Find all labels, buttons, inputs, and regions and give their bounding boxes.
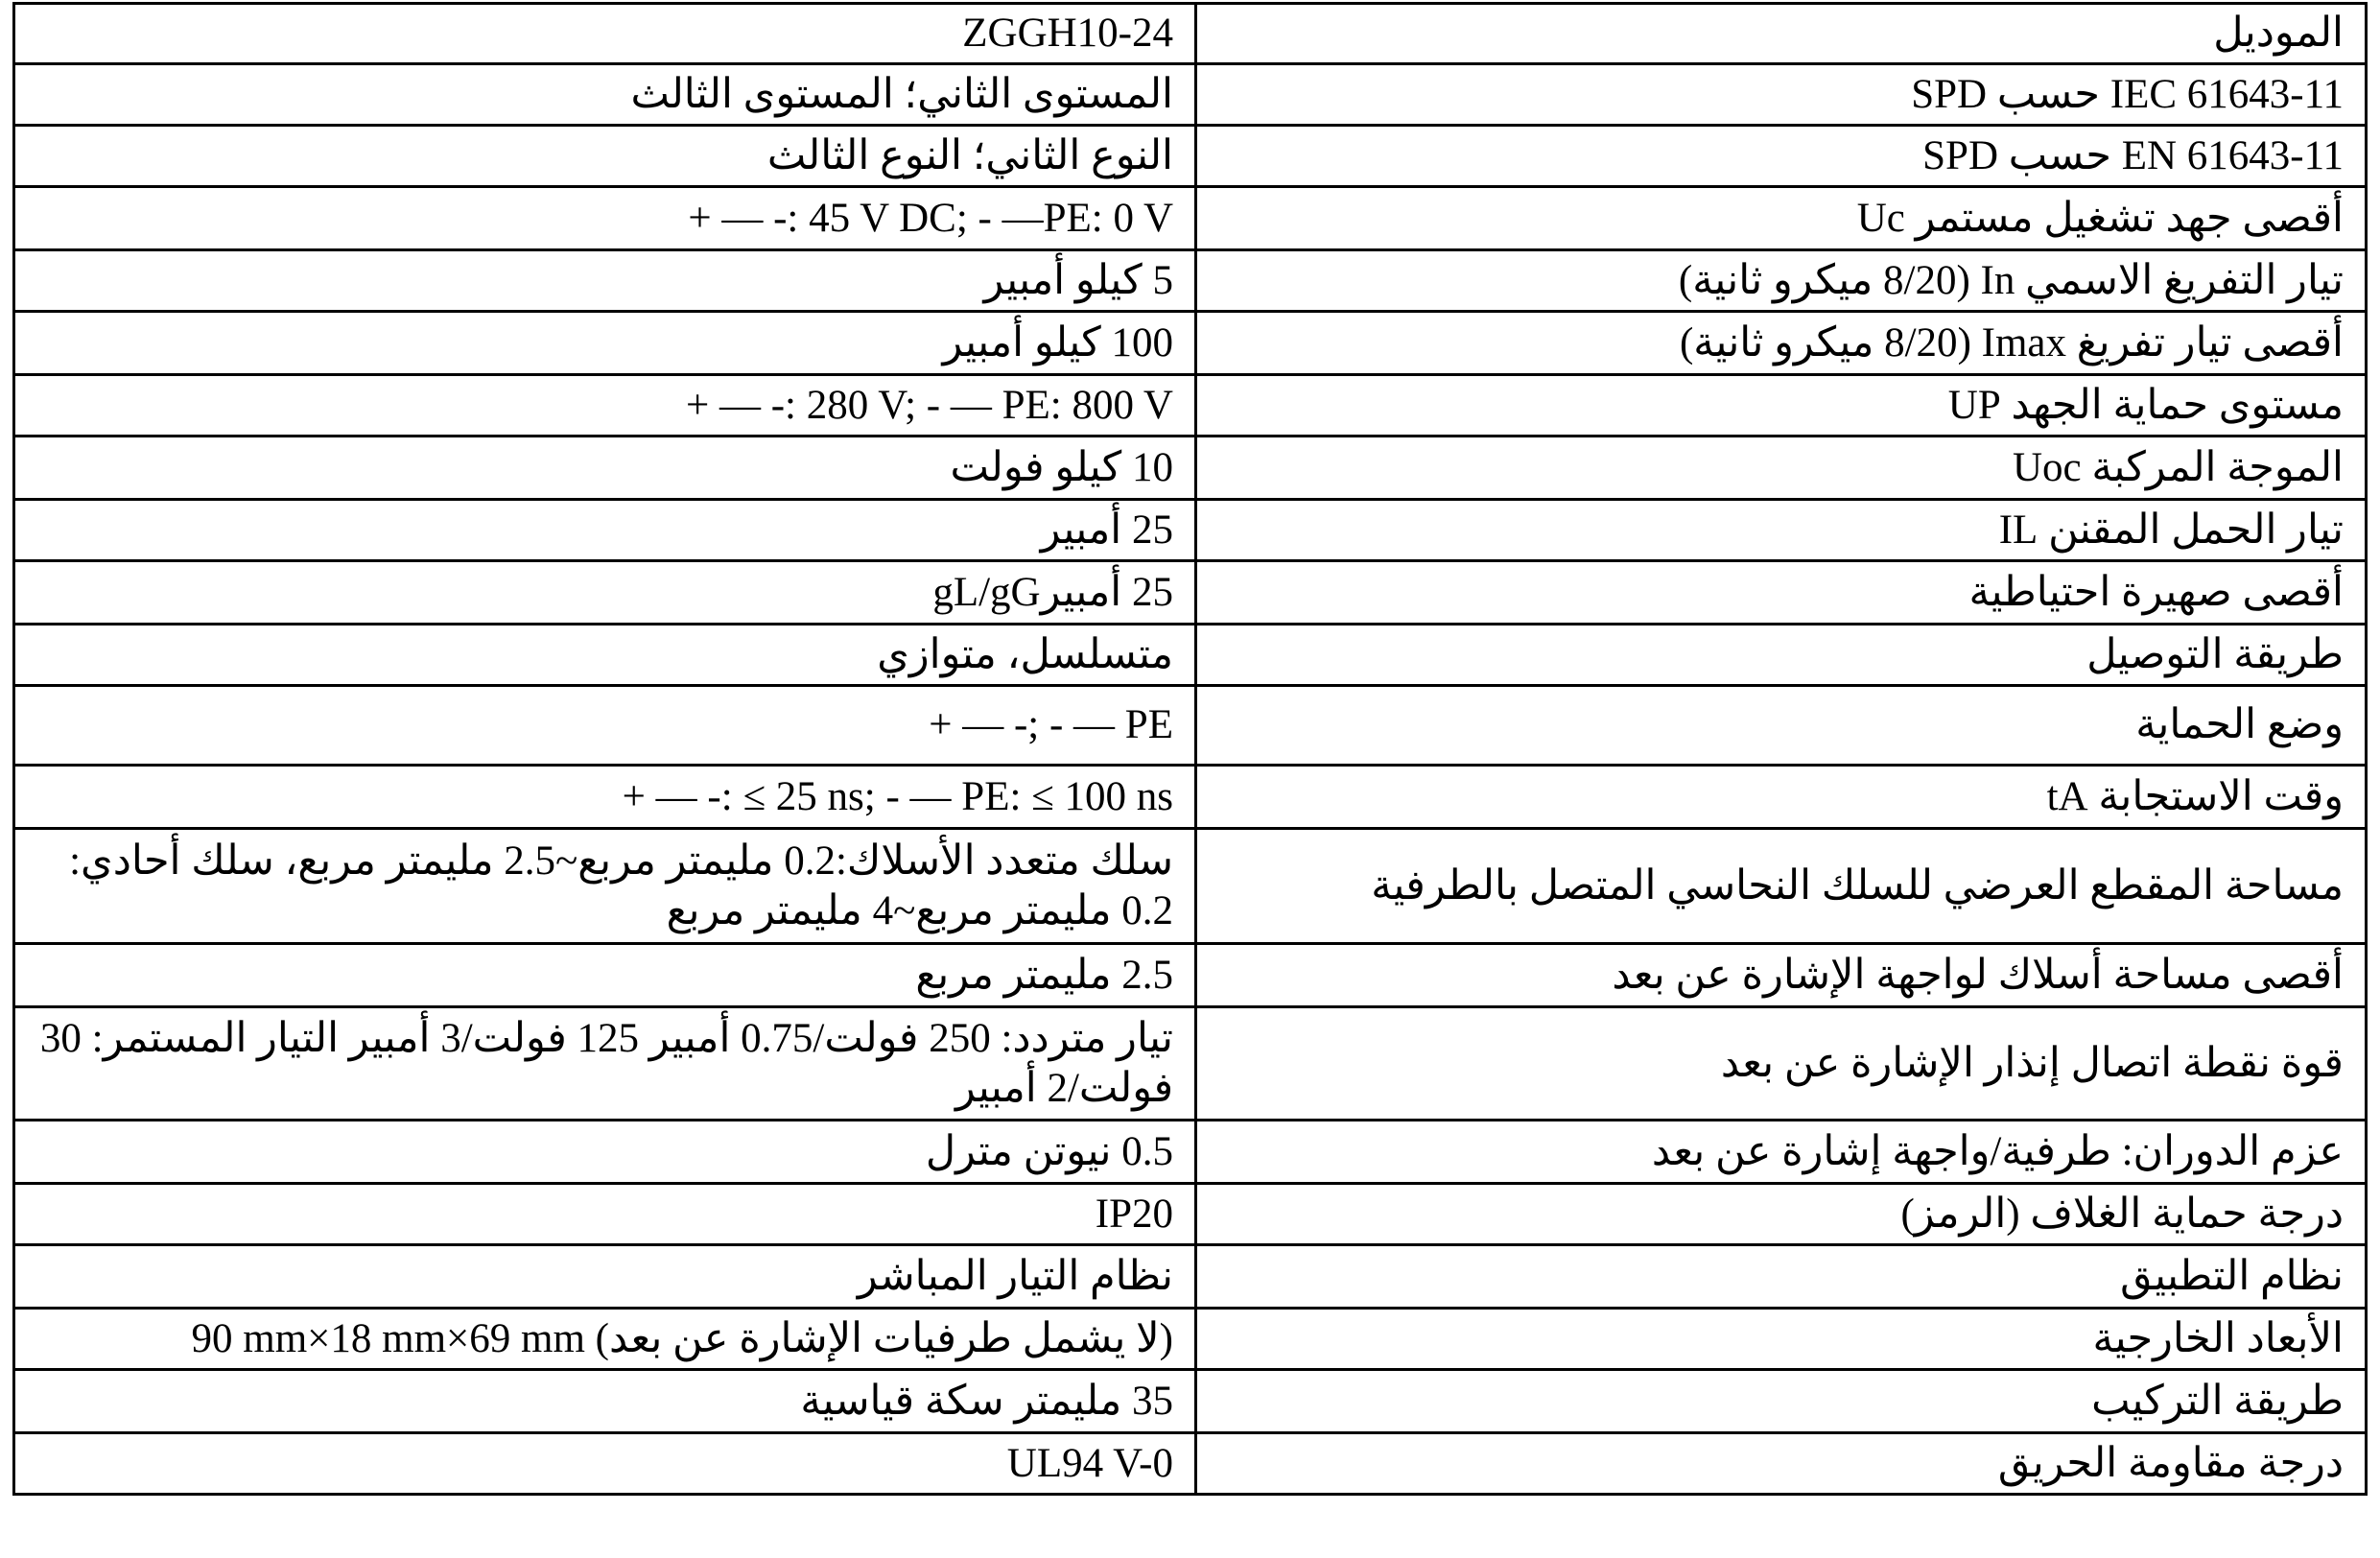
table-row [14, 1121, 2367, 1184]
spec-value-model: ZGGH10-24 [14, 4, 1196, 64]
spec-label-uc: أقصى جهد تشغيل مستمر Uc [1196, 187, 2367, 250]
spec-value-flammability: UL94 V-0 [14, 1433, 1196, 1495]
spec-label-wire-cross-section: مساحة المقطع العرضي للسلك النحاسي المتصل بالطرفية [1196, 829, 2367, 944]
spec-label-backup-fuse: أقصى صهيرة احتياطية [1196, 561, 2367, 625]
spec-label-protection-mode: وضع الحماية [1196, 686, 2367, 766]
spec-label-mounting: طريقة التركيب [1196, 1370, 2367, 1433]
spec-value-remote-wire-area: 2.5 مليمتر مربع [14, 944, 1196, 1007]
table-row [14, 829, 2367, 944]
spec-label-remote-contact: قوة نقطة اتصال إنذار الإشارة عن بعد [1196, 1007, 2367, 1121]
spec-value-torque: 0.5 نيوتن مترل [14, 1121, 1196, 1184]
table-row [14, 1245, 2367, 1309]
spec-label-flammability: درجة مقاومة الحريق [1196, 1433, 2367, 1495]
spec-value-backup-fuse: 25 أمبيرgL/gG [14, 561, 1196, 625]
table-row [14, 312, 2367, 375]
table-row [14, 1007, 2367, 1121]
table-row [14, 1309, 2367, 1370]
spec-label-torque: عزم الدوران: طرفية/واجهة إشارة عن بعد [1196, 1121, 2367, 1184]
spec-value-en: النوع الثاني؛ النوع الثالث [14, 126, 1196, 187]
table-row [14, 126, 2367, 187]
table-row [14, 944, 2367, 1007]
spec-table-body [14, 4, 2367, 1495]
spec-label-dimensions: الأبعاد الخارجية [1196, 1309, 2367, 1370]
spec-label-en: SPD حسب EN 61643-11 [1196, 126, 2367, 187]
table-row [14, 1370, 2367, 1433]
table-row [14, 561, 2367, 625]
spec-value-dimensions: 90 mm×18 mm×69 mm (لا يشمل طرفيات الإشارة عن بعد) [14, 1309, 1196, 1370]
table-row [14, 4, 2367, 64]
spec-value-response-time: + — -: ≤ 25 ns; - — PE: ≤ 100 ns [14, 766, 1196, 829]
spec-label-iec: SPD حسب IEC 61643-11 [1196, 64, 2367, 126]
table-row [14, 766, 2367, 829]
spec-value-application-system: نظام التيار المباشر [14, 1245, 1196, 1309]
table-row [14, 1433, 2367, 1495]
table-row [14, 64, 2367, 126]
spec-value-remote-contact: تيار متردد: 250 فولت/0.75 أمبير 125 فولت/3 أمبير التيار المستمر: 30 فولت/2 أمبير [14, 1007, 1196, 1121]
spec-value-protection-mode: + — -; - — PE [14, 686, 1196, 766]
spec-label-ip-rating: درجة حماية الغلاف (الرمز) [1196, 1184, 2367, 1245]
spec-label-in: تيار التفريغ الاسمي In (8/20 ميكرو ثانية) [1196, 250, 2367, 312]
spec-value-ip-rating: IP20 [14, 1184, 1196, 1245]
table-row [14, 437, 2367, 500]
spec-value-imax: 100 كيلو أمبير [14, 312, 1196, 375]
spec-value-iec: المستوى الثاني؛ المستوى الثالث [14, 64, 1196, 126]
spec-value-il: 25 أمبير [14, 500, 1196, 561]
spec-table [12, 2, 2368, 1496]
table-row [14, 250, 2367, 312]
spec-value-connection: متسلسل، متوازي [14, 625, 1196, 686]
table-row [14, 1184, 2367, 1245]
table-row [14, 375, 2367, 437]
spec-label-response-time: وقت الاستجابة tA [1196, 766, 2367, 829]
spec-value-uc: + — -: 45 V DC; - —PE: 0 V [14, 187, 1196, 250]
spec-label-remote-wire-area: أقصى مساحة أسلاك لواجهة الإشارة عن بعد [1196, 944, 2367, 1007]
spec-label-model: الموديل [1196, 4, 2367, 64]
spec-label-imax: أقصى تيار تفريغ Imax (8/20 ميكرو ثانية) [1196, 312, 2367, 375]
table-row [14, 625, 2367, 686]
spec-label-up: مستوى حماية الجهد UP [1196, 375, 2367, 437]
spec-label-il: تيار الحمل المقنن IL [1196, 500, 2367, 561]
spec-label-uoc: الموجة المركبة Uoc [1196, 437, 2367, 500]
table-row [14, 686, 2367, 766]
table-row [14, 500, 2367, 561]
spec-value-wire-cross-section: سلك متعدد الأسلاك:0.2 مليمتر مربع~2.5 مليمتر مربع، سلك أحادي: 0.2 مليمتر مربع~4 مليمتر مربع [14, 829, 1196, 944]
spec-value-uoc: 10 كيلو فولت [14, 437, 1196, 500]
table-row [14, 187, 2367, 250]
spec-value-in: 5 كيلو أمبير [14, 250, 1196, 312]
spec-label-connection: طريقة التوصيل [1196, 625, 2367, 686]
spec-label-application-system: نظام التطبيق [1196, 1245, 2367, 1309]
spec-value-mounting: 35 مليمتر سكة قياسية [14, 1370, 1196, 1433]
spec-value-up: + — -: 280 V; - — PE: 800 V [14, 375, 1196, 437]
